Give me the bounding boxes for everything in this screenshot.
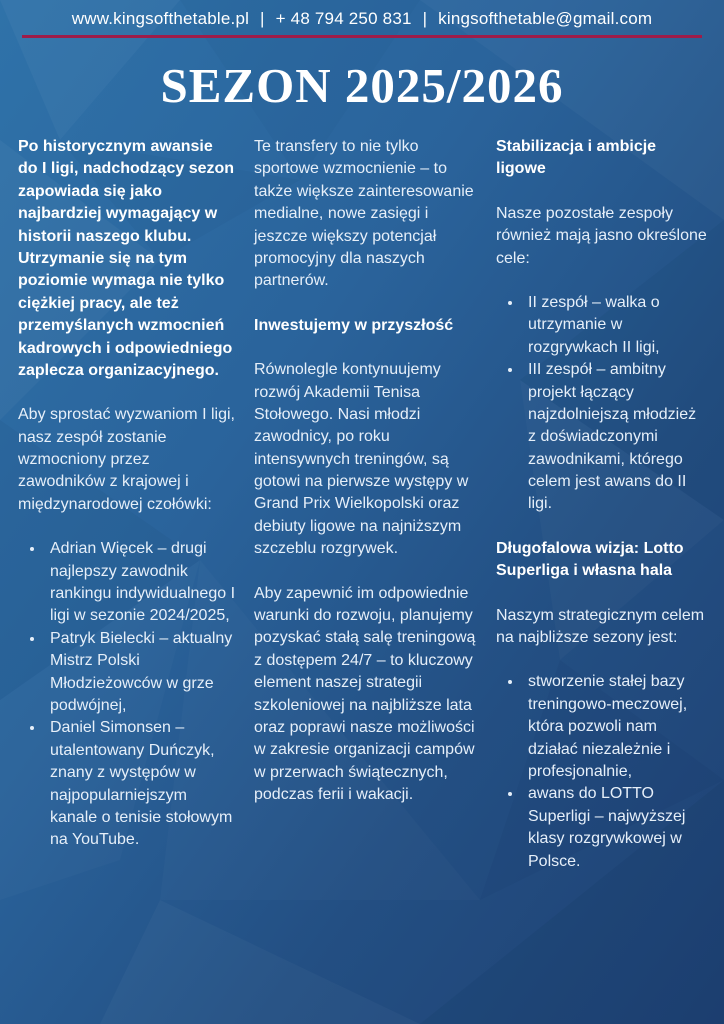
- column-2: [254, 136, 478, 829]
- column-3: [496, 136, 708, 895]
- bullet-list: [496, 671, 708, 873]
- section-heading: Długofalowa wizja: Lotto Superliga i własna hala: [496, 539, 684, 580]
- contact-header: [0, 0, 724, 38]
- bullet-item: • stworzenie stałej bazy treningowo-meczowej, która pozwoli nam działać niezależnie i profesjonalnie,: [523, 671, 708, 783]
- content-columns: [0, 114, 724, 895]
- email-address: kingsofthetable@gmail.com: [438, 9, 653, 28]
- paragraph: Te transfery to nie tylko sportowe wzmocnienie – to także większe zainteresowanie medialne, nowe zasięgi i jeszcze większy potencjał promocyjny dla naszych partnerów.: [254, 138, 474, 290]
- section-heading: Stabilizacja i ambicje ligowe: [496, 138, 657, 178]
- bullet-list: [18, 538, 236, 851]
- bullet-item: • II zespół – walka o utrzymanie w rozgrywkach II ligi,: [523, 292, 708, 359]
- paragraph: Nasze pozostałe zespoły również mają jasno określone cele:: [496, 204, 707, 267]
- bullet-item: • Adrian Więcek – drugi najlepszy zawodnik rankingu indywidualnego I ligi w sezonie 2024/2025,: [45, 538, 236, 628]
- bullet-item: • III zespół – ambitny projekt łączący najzdolniejszą młodzież z doświadczonymi zawodnikami, którego celem jest awans do II ligi.: [523, 359, 708, 516]
- divider-bar: |: [422, 9, 428, 28]
- paragraph: Naszym strategicznym celem na najbliższe sezony jest:: [496, 606, 705, 647]
- paragraph: Równolegle kontynuujemy rozwój Akademii Tenisa Stołowego. Nasi młodzi zawodnicy, po roku intensywnych treningów, są gotowi na pierwsze występy w Grand Prix Wielkopolski oraz debiuty ligowe na najniższym szczeblu rozgrywek.: [254, 361, 469, 558]
- bullet-list: [496, 292, 708, 516]
- paragraph: Aby sprostać wyzwaniom I ligi, nasz zespół zostanie wzmocniony przez zawodników z krajowej i międzynarodowej czołówki:: [18, 406, 235, 513]
- lead-paragraph: Po historycznym awansie do I ligi, nadchodzący sezon zapowiada się jako najbardziej wymagający w historii naszego klubu. Utrzymanie się na tym poziomie wymaga nie tylko ciężkiej pracy, ale też przemyślanych wzmocnień kadrowych i odpowiedniego zaplecza organizacyjnego.: [18, 138, 235, 379]
- section-heading: Inwestujemy w przyszłość: [254, 316, 454, 334]
- contact-line: [0, 9, 724, 29]
- website-url: www.kingsofthetable.pl: [71, 9, 250, 28]
- header-rule: [22, 35, 702, 38]
- bullet-item: • Daniel Simonsen – utalentowany Duńczyk, znany z występów w najpopularniejszym kanale o tenisie stołowym na YouTube.: [45, 717, 236, 851]
- bullet-item: • awans do LOTTO Superligi – najwyższej klasy rozgrywkowej w Polsce.: [523, 783, 708, 873]
- divider-bar: |: [260, 9, 265, 28]
- column-1: [18, 136, 236, 874]
- page-title: SEZON 2025/2026: [160, 58, 564, 113]
- phone-number: + 48 794 250 831: [275, 9, 412, 28]
- paragraph: Aby zapewnić im odpowiednie warunki do rozwoju, planujemy pozyskać stałą salę treningową z dostępem 24/7 – to kluczowy element naszej strategii szkoleniowej na najbliższe lata oraz poprawi nasze możliwości w zakresie organizacji campów w przerwach świątecznych, podczas ferii i wakacji.: [254, 584, 476, 804]
- bullet-item: • Patryk Bielecki – aktualny Mistrz Polski Młodzieżowców w grze podwójnej,: [45, 628, 236, 718]
